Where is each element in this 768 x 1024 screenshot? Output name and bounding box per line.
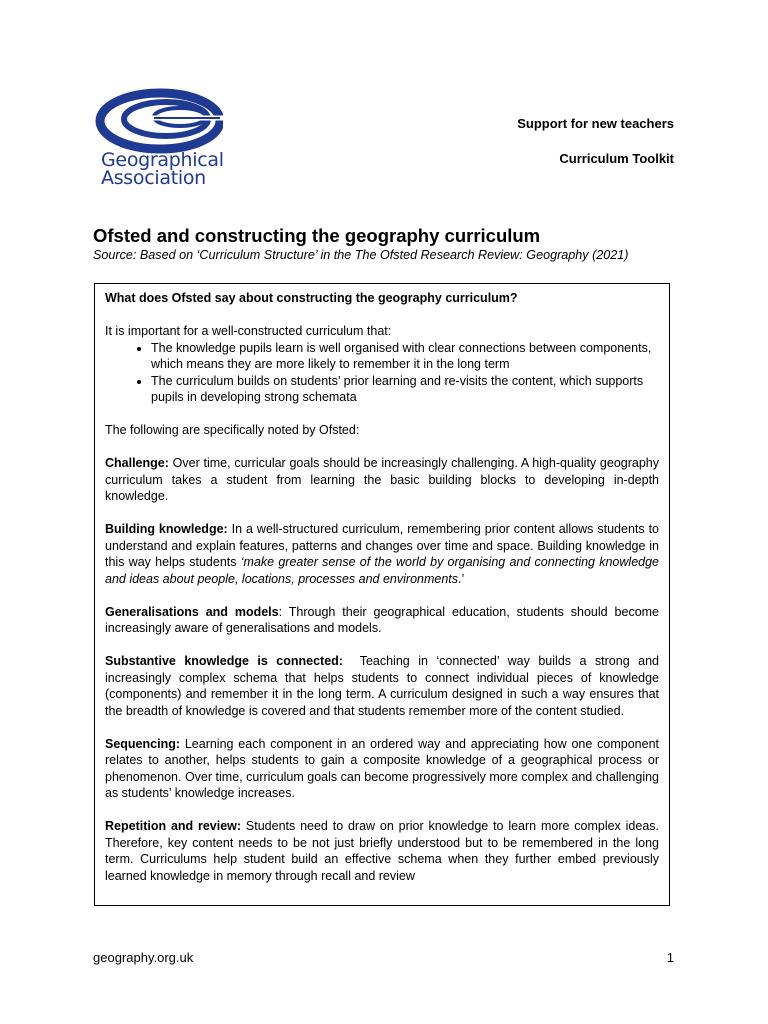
- list-item: • The knowledge pupils learn is well organised with clear connections between components, which means they are more likely to remember it in the long term: [151, 340, 659, 373]
- section-body: : Through their geographical education, students should become increasingly aware of generalisations and models.: [105, 604, 660, 635]
- section-substantive-knowledge: [105, 653, 663, 719]
- noted-text: The following are specifically noted by Ofsted:: [105, 423, 360, 437]
- section-label: Substantive knowledge is connected:: [105, 654, 343, 668]
- intro-text: It is important for a well-constructed curriculum that:: [105, 324, 392, 338]
- logo-swirl-icon: [92, 88, 232, 154]
- section-building-knowledge: [105, 521, 659, 587]
- list-item: • The curriculum builds on students’ prior learning and re-visits the content, which supports pupils in developing strong schemata: [151, 373, 659, 406]
- section-body: Teaching in ‘connected’ way builds a strong and increasingly complex schema that helps students to connect individual pieces of knowledge (components) and remember it in the long term. A curriculum designed in such a way ensures that the breadth of knowledge is covered and that students remember more of the content studied.: [105, 654, 663, 718]
- section-label: Sequencing:: [105, 736, 181, 751]
- source-citation: Source: Based on ‘Curriculum Structure’ in the The Ofsted Research Review: Geography (2021): [93, 248, 629, 262]
- logo-line-2: Association: [101, 167, 206, 189]
- section-generalisations: [105, 604, 659, 637]
- ofsted-summary-box: [94, 283, 670, 906]
- logo-line-1: Geographical: [101, 149, 224, 171]
- section-label: Building knowledge:: [105, 522, 228, 536]
- geographical-association-logo: [92, 88, 232, 193]
- section-body: Over time, curricular goals should be increasingly challenging. A high-quality geography curriculum takes a student from learning the basic building blocks to developing in-depth knowledge.: [105, 456, 659, 503]
- section-sequencing: [105, 736, 659, 802]
- section-repetition: [105, 818, 659, 884]
- box-heading: What does Ofsted say about constructing the geography curriculum?: [105, 291, 518, 305]
- section-challenge: [105, 455, 659, 505]
- page-title: Ofsted and constructing the geography curriculum: [93, 225, 541, 246]
- section-quote: ‘make greater sense of the world by organising and connecting knowledge and ideas about people, locations, processes and environments: [105, 555, 659, 586]
- section-label: Challenge:: [105, 456, 169, 470]
- section-body: In a well-structured curriculum, remembering prior content allows students to understand and explain features, patterns and changes over time and space. Building knowledge in this way helps students: [105, 522, 660, 569]
- section-label: Generalisations and models: [105, 604, 279, 619]
- logo-wordmark: [101, 151, 224, 187]
- header-toolkit-label: Curriculum Toolkit: [559, 151, 674, 166]
- page-number: 1: [666, 950, 674, 965]
- section-quote-end: .’: [458, 571, 465, 586]
- section-body: Students need to draw on prior knowledge to learn more complex ideas. Therefore, key content needs to be not just briefly understood but to be remembered in the long term. Curriculums help student build an effective schema when they further embed previously learned knowledge in memory through recall and review: [105, 819, 659, 883]
- footer-url: geography.org.uk: [93, 950, 194, 965]
- header-labels: [517, 116, 674, 186]
- requirements-list: [105, 340, 659, 406]
- section-body: Learning each component in an ordered way and appreciating how one component relates to another, helps students to gain a composite knowledge of a geographical process or phenomenon. Over time, curriculum goals can become progressively more complex and challenging as students’ knowledge increases.: [105, 736, 659, 800]
- header-support-label: Support for new teachers: [517, 116, 674, 131]
- section-label: Repetition and review:: [105, 819, 242, 833]
